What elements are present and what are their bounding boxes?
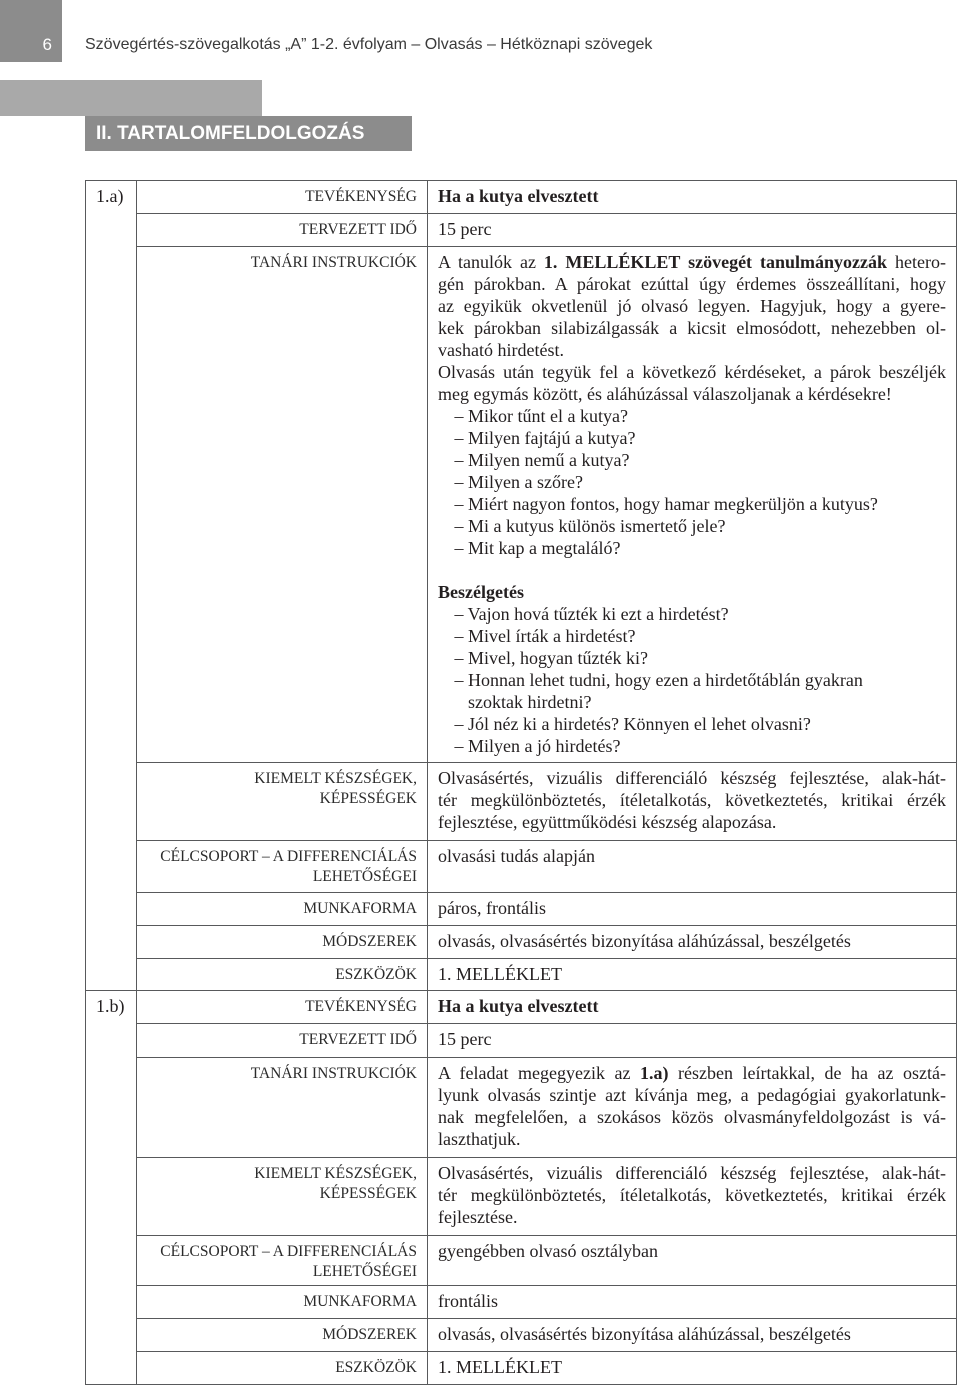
text-line (438, 251, 946, 273)
work-form-row (137, 892, 956, 925)
text-line (438, 185, 946, 207)
planned-time-label (137, 1024, 428, 1057)
text-segment: A tanulók az (438, 252, 544, 272)
text-line: szoktak hirdetni? (468, 692, 592, 712)
label-line: TEVÉKENYSÉG (305, 998, 417, 1015)
label-line: TERVEZETT IDŐ (299, 221, 417, 238)
label-line: MÓDSZEREK (322, 933, 417, 950)
text-line: – Miért nagyon fontos, hogy hamar megkerüljön a kutyus? (454, 494, 878, 514)
key-skills-row (137, 1157, 956, 1235)
label-line: CÉLCSOPORT – A DIFFERENCIÁLÁS (160, 848, 417, 865)
text-line: olvasás, olvasásértés bizonyítása aláhúzással, beszélgetés (438, 1324, 851, 1344)
label-line: MUNKAFORMA (303, 900, 417, 917)
bold-text: 1. MELLÉKLET szövegét tanulmányozzák (543, 252, 888, 272)
paragraph (438, 845, 946, 867)
paragraph (438, 1028, 946, 1050)
teacher-instructions-row (137, 1057, 956, 1157)
text-segment: hetero- (887, 252, 946, 272)
paragraph (438, 963, 946, 985)
paragraph (438, 1356, 946, 1378)
activity-number: 1.a) (86, 181, 137, 990)
text-line: – Milyen a szőre? (454, 472, 583, 492)
key-skills-label (137, 763, 428, 840)
key-skills-label (137, 1158, 428, 1235)
text-line (438, 995, 946, 1017)
planned-time-row (137, 1023, 956, 1057)
text-line: fejlesztése, együttműködési készség alapozása. (438, 812, 777, 832)
text-line: – Honnan lehet tudni, hogy ezen a hirdetőtáblán gyakran (454, 670, 863, 690)
planned-time-value (428, 1024, 956, 1057)
bold-text: 1.a) (640, 1063, 669, 1083)
text-line: olvasás, olvasásértés bizonyítása aláhúzással, beszélgetés (438, 931, 851, 951)
text-line: tér megkülönböztetés, ítéletalkotás, következtetés, kritikai érzék (438, 790, 946, 810)
text-line: – Mit kap a megtaláló? (454, 538, 621, 558)
paragraph (438, 897, 946, 919)
activity-row (137, 991, 956, 1023)
target-group-value (428, 1236, 956, 1285)
label-line: KÉPESSÉGEK (319, 790, 417, 807)
bold-text: Ha a kutya elvesztett (438, 996, 599, 1016)
text-line: 15 perc (438, 1029, 492, 1049)
text-line: az egyikük okvetlenül jó olvasó legyen. Hagyjuk, hogy a gyere- (438, 296, 946, 316)
dash-list-item (438, 471, 946, 493)
activity-rows (137, 991, 956, 1384)
label-line: KIEMELT KÉSZSÉGEK, (254, 1165, 417, 1182)
activity-section (86, 181, 956, 990)
label-line: LEHETŐSÉGEI (312, 1263, 417, 1280)
page-number-box (0, 0, 62, 62)
running-title: Szövegértés-szövegalkotás „A” 1-2. évfolyam – Olvasás – Hétköznapi szövegek (85, 36, 653, 53)
target-group-label (137, 1236, 428, 1285)
paragraph (438, 1062, 946, 1150)
work-form-label (137, 893, 428, 925)
paragraph (438, 1290, 946, 1312)
text-line: fejlesztése. (438, 1207, 518, 1227)
teacher-instructions-value (428, 247, 956, 762)
text-line: meg egymás között, és aláhúzással válaszoljanak a kérdésekre! (438, 384, 892, 404)
key-skills-row (137, 762, 956, 840)
bold-text: Beszélgetés (438, 582, 524, 602)
text-line: gyengébben olvasó osztályban (438, 1241, 658, 1261)
paragraph (438, 185, 946, 207)
text-line: frontális (438, 1291, 498, 1311)
text-line: – Mikor tűnt el a kutya? (454, 406, 628, 426)
paragraph (438, 930, 946, 952)
paragraph (438, 361, 946, 405)
dash-list-item (438, 647, 946, 669)
text-segment: A feladat megegyezik az (438, 1063, 640, 1083)
dash-list-item (438, 493, 946, 515)
methods-value (428, 1319, 956, 1351)
text-line: 1. MELLÉKLET (438, 1357, 562, 1377)
text-line: – Jól néz ki a hirdetés? Könnyen el lehet olvasni? (454, 714, 811, 734)
text-line: – Milyen nemű a kutya? (454, 450, 630, 470)
dash-list-item (438, 713, 946, 735)
text-line: lyunk olvasás szintje azt kívánja meg, a pedagógiai gyakorlatunk- (438, 1085, 946, 1105)
planned-time-row (137, 213, 956, 246)
dash-list-item (438, 427, 946, 449)
section-title: II. TARTALOMFELDOLGOZÁS (85, 116, 412, 151)
paragraph (438, 1323, 946, 1345)
text-line: – Vajon hová tűzték ki ezt a hirdetést? (454, 604, 729, 624)
work-form-value (428, 893, 956, 925)
label-line: TANÁRI INSTRUKCIÓK (250, 1065, 417, 1082)
label-line: MUNKAFORMA (303, 1293, 417, 1310)
dash-list-item (438, 735, 946, 757)
dash-list-item (438, 405, 946, 427)
paragraph (438, 1162, 946, 1228)
label-line: TEVÉKENYSÉG (305, 188, 417, 205)
paragraph (438, 767, 946, 833)
target-group-label (137, 841, 428, 892)
label-line: ESZKÖZÖK (335, 966, 417, 983)
text-line: – Mivel írták a hirdetést? (454, 626, 636, 646)
activity-label (137, 181, 428, 213)
text-line: 1. MELLÉKLET (438, 964, 562, 984)
activity-section (86, 990, 956, 1384)
work-form-label (137, 1286, 428, 1318)
label-line: KIEMELT KÉSZSÉGEK, (254, 770, 417, 787)
activity-row (137, 181, 956, 213)
activity-label (137, 991, 428, 1023)
text-line (438, 1062, 946, 1084)
label-line: CÉLCSOPORT – A DIFFERENCIÁLÁS (160, 1243, 417, 1260)
planned-time-value (428, 214, 956, 246)
text-line: kek párokban silabizálgassák a kicsit elmosódott, nehezebben ol- (438, 318, 946, 338)
methods-row (137, 1318, 956, 1351)
teacher-instructions-value (428, 1058, 956, 1157)
paragraph (438, 995, 946, 1017)
text-line: páros, frontális (438, 898, 546, 918)
target-group-row (137, 1235, 956, 1285)
text-line (438, 581, 946, 603)
tools-label (137, 959, 428, 990)
text-line: Olvasásértés, vizuális differenciáló készség fejlesztése, alak-hát- (438, 1163, 946, 1183)
text-line: Olvasásértés, vizuális differenciáló készség fejlesztése, alak-hát- (438, 768, 946, 788)
text-line: 15 perc (438, 219, 492, 239)
text-line: Olvasás után tegyük fel a következő kérdéseket, a párok beszéljék (438, 362, 946, 382)
text-line: olvasási tudás alapján (438, 846, 595, 866)
methods-row (137, 925, 956, 958)
methods-label (137, 1319, 428, 1351)
tools-row (137, 1351, 956, 1384)
text-line: nak megfelelően, a szokásos közös olvasmányfeldolgozást is vá- (438, 1107, 946, 1127)
methods-label (137, 926, 428, 958)
text-line: – Milyen fajtájú a kutya? (454, 428, 636, 448)
work-form-value (428, 1286, 956, 1318)
key-skills-value (428, 763, 956, 840)
teacher-instructions-row (137, 246, 956, 762)
paragraph (438, 218, 946, 240)
blank-line (438, 559, 946, 581)
activity-value (428, 991, 956, 1023)
label-line: LEHETŐSÉGEI (312, 868, 417, 885)
key-skills-value (428, 1158, 956, 1235)
bold-text: Ha a kutya elvesztett (438, 186, 599, 206)
text-line: gén párokban. A párokat ezúttal úgy érdemes összeállítani, hogy (438, 274, 946, 294)
tools-value (428, 959, 956, 990)
paragraph (438, 251, 946, 361)
work-form-row (137, 1285, 956, 1318)
label-line: TERVEZETT IDŐ (299, 1031, 417, 1048)
methods-value (428, 926, 956, 958)
dash-list-item (438, 603, 946, 625)
label-line: TANÁRI INSTRUKCIÓK (250, 254, 417, 271)
target-group-row (137, 840, 956, 892)
tools-label (137, 1352, 428, 1384)
page-number: 6 (42, 35, 52, 54)
text-line: vasható hirdetést. (438, 340, 564, 360)
text-line: tér megkülönböztetés, ítéletalkotás, következtetés, kritikai érzék (438, 1185, 946, 1205)
tools-value (428, 1352, 956, 1384)
lesson-plan-table (85, 180, 957, 1385)
dash-list-item (438, 537, 946, 559)
dash-list-item (438, 625, 946, 647)
text-segment: részben leírtakkal, de ha az osztá- (668, 1063, 946, 1083)
text-line: – Milyen a jó hirdetés? (454, 736, 621, 756)
dash-list-item (438, 449, 946, 471)
paragraph (438, 581, 946, 603)
paragraph (438, 1240, 946, 1262)
text-line: laszthatjuk. (438, 1129, 521, 1149)
text-line: – Mivel, hogyan tűzték ki? (454, 648, 648, 668)
planned-time-label (137, 214, 428, 246)
dash-list-item (438, 669, 946, 713)
teacher-instructions-label (137, 1058, 428, 1157)
tools-row (137, 958, 956, 990)
dash-list-item (438, 515, 946, 537)
activity-value (428, 181, 956, 213)
section-band (0, 80, 262, 116)
text-line: – Mi a kutyus különös ismertető jele? (454, 516, 726, 536)
activity-number: 1.b) (86, 991, 137, 1384)
teacher-instructions-label (137, 247, 428, 762)
target-group-value (428, 841, 956, 892)
label-line: KÉPESSÉGEK (319, 1185, 417, 1202)
label-line: MÓDSZEREK (322, 1326, 417, 1343)
label-line: ESZKÖZÖK (335, 1359, 417, 1376)
activity-rows (137, 181, 956, 990)
